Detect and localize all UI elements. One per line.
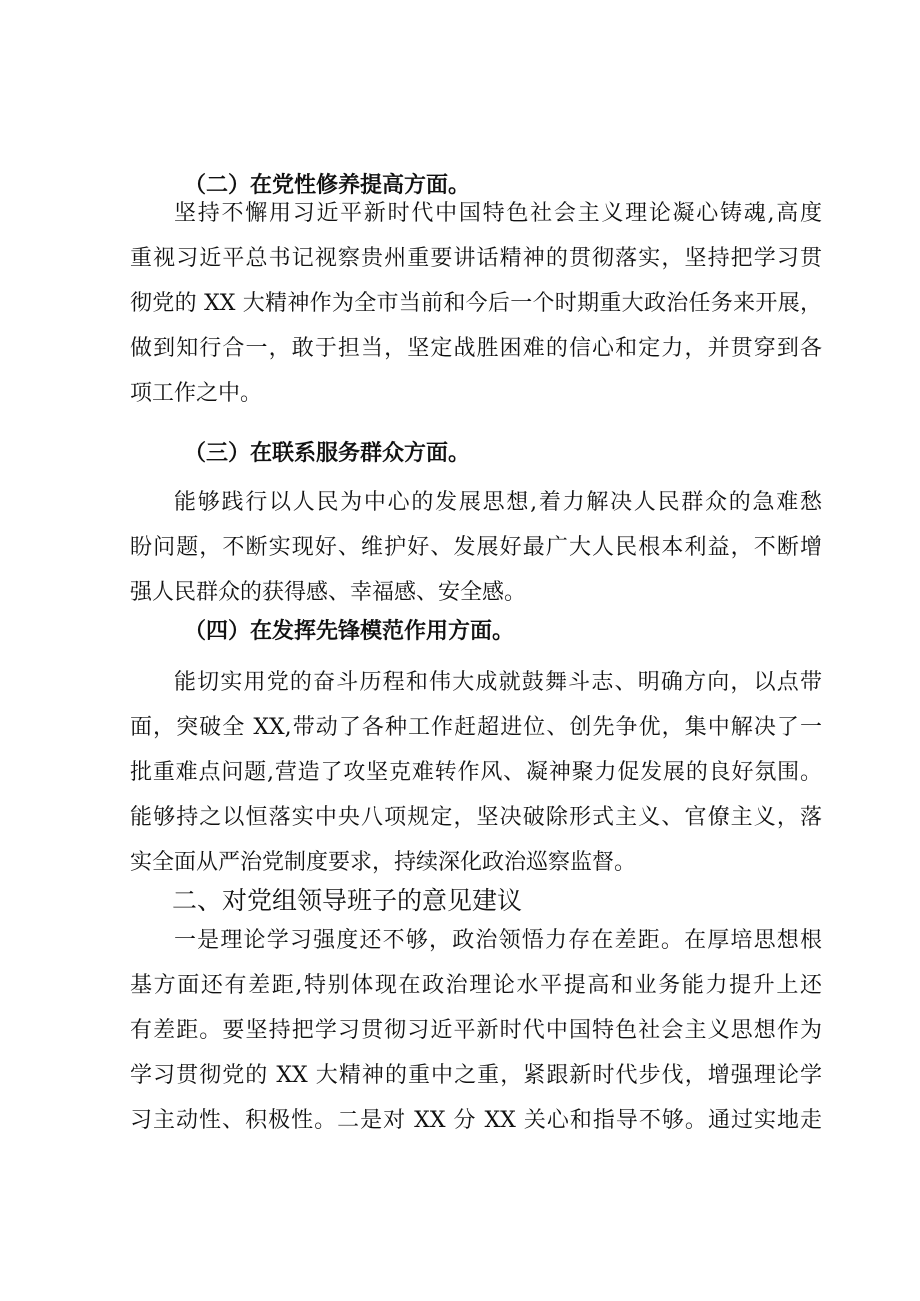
paragraph-line: 强人民群众的获得感、幸福感、安全感。 <box>130 580 527 605</box>
paragraph-line: 坚持不懈用习近平新时代中国特色社会主义理论凝心铸魂,高度 <box>174 201 822 226</box>
paragraph-line: 盼问题，不断实现好、维护好、发展好最广大人民根本利益，不断增 <box>130 535 822 560</box>
paragraph-party-cultivation <box>130 191 822 416</box>
paragraph-line: 彻党的 XX 大精神作为全市当前和今后一个时期重大政治任务来开展， <box>130 291 822 316</box>
section-heading-party-cultivation: （二）在党性修养提高方面。 <box>184 173 471 198</box>
paragraph-line: 重视习近平总书记视察贵州重要讲话精神的贯彻落实，坚持把学习贯 <box>130 246 822 271</box>
paragraph-line: 做到知行合一，敢于担当，坚定战胜困难的信心和定力，并贯穿到各 <box>130 336 822 361</box>
paragraph-line: 能切实用党的奋斗历程和伟大成就鼓舞斗志、明确方向，以点带 <box>174 670 822 695</box>
paragraph-serving-masses <box>130 480 822 615</box>
paragraph-line: 批重难点问题,营造了攻坚克难转作风、凝神聚力促发展的良好氛围。 <box>130 760 822 785</box>
paragraph-line: 面，突破全 XX,带动了各种工作赶超进位、创先争优，集中解决了一 <box>130 715 822 740</box>
paragraph-line: 一是理论学习强度还不够，政治领悟力存在差距。在厚培思想根 <box>174 928 822 953</box>
paragraph-line: 实全面从严治党制度要求，持续深化政治巡察监督。 <box>130 850 637 875</box>
paragraph-line: 能够持之以恒落实中央八项规定，坚决破除形式主义、官僚主义，落 <box>130 805 822 830</box>
paragraph-line: 学习贯彻党的 XX 大精神的重中之重，紧跟新时代步伐，增强理论学 <box>130 1063 822 1088</box>
paragraph-suggestions <box>130 918 822 1143</box>
section-heading-vanguard-role: （四）在发挥先锋模范作用方面。 <box>184 619 515 644</box>
paragraph-line: 基方面还有差距,特别体现在政治理论水平提高和业务能力提升上还 <box>130 973 822 998</box>
paragraph-line: 有差距。要坚持把学习贯彻习近平新时代中国特色社会主义思想作为 <box>130 1018 822 1043</box>
part-heading-suggestions: 二、对党组领导班子的意见建议 <box>172 886 523 915</box>
paragraph-line: 能够践行以人民为中心的发展思想,着力解决人民群众的急难愁 <box>174 490 822 515</box>
paragraph-line: 习主动性、积极性。二是对 XX 分 XX 关心和指导不够。通过实地走 <box>130 1108 822 1133</box>
paragraph-line: 项工作之中。 <box>130 381 263 406</box>
paragraph-vanguard-role <box>130 660 822 885</box>
section-heading-serving-masses: （三）在联系服务群众方面。 <box>184 441 471 466</box>
